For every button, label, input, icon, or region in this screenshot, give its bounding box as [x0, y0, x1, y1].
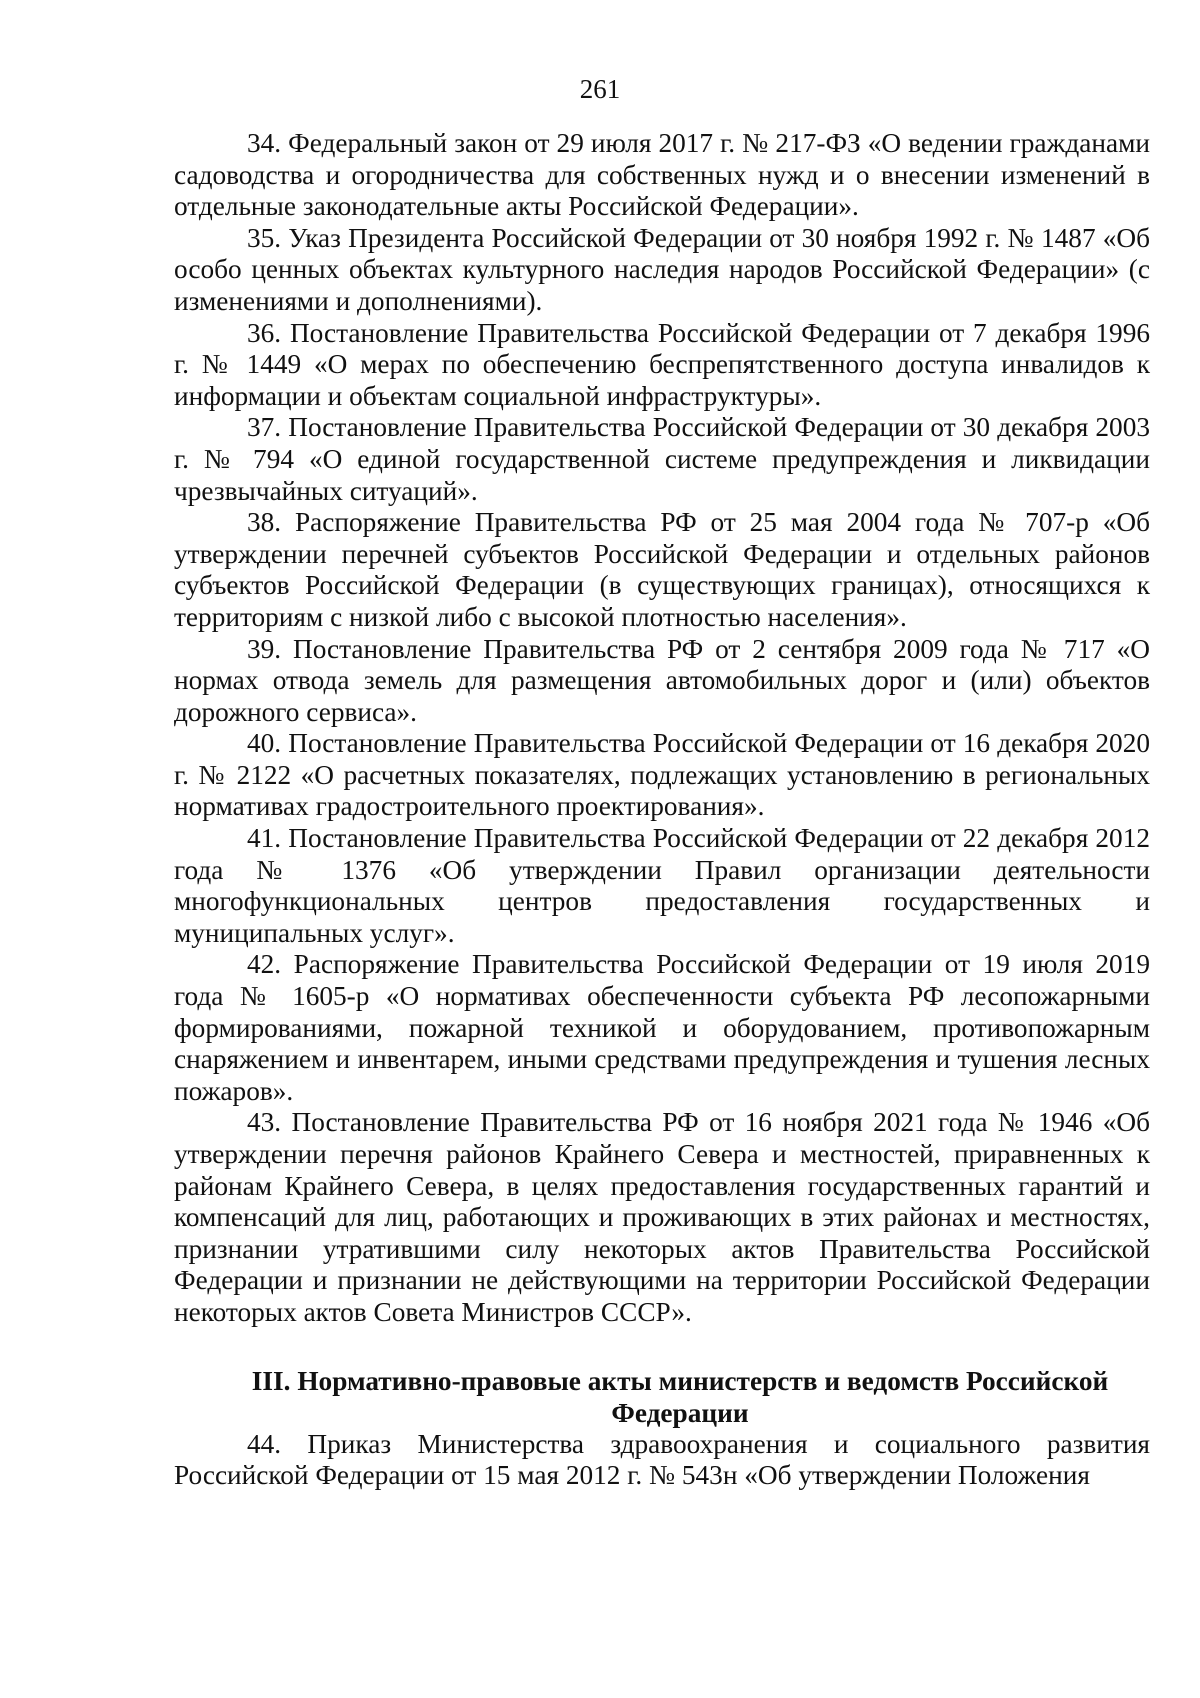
list-item-42: 42. Распоряжение Правительства Российской Федерации от 19 июля 2019 года № 1605-р «О нормативах обеспеченности субъекта РФ лесопожарными формированиями, пожарной техникой и оборудованием, противопожарным снаряжением и инвентарем, иными средствами предупреждения и тушения лесных пожаров». [174, 949, 1150, 1106]
list-item-39: 39. Постановление Правительства РФ от 2 сентября 2009 года № 717 «О нормах отвода земель для размещения автомобильных дорог и (или) объектов дорожного сервиса». [174, 633, 1150, 727]
list-item-35: 35. Указ Президента Российской Федерации от 30 ноября 1992 г. № 1487 «Об особо ценных объектах культурного наследия народов Российской Федерации» (с изменениями и дополнениями). [174, 222, 1150, 316]
list-item-44: 44. Приказ Министерства здравоохранения и социального развития Российской Федерации от 15 мая 2012 г. № 543н «Об утверждении Положения [174, 1428, 1150, 1491]
list-item-43: 43. Постановление Правительства РФ от 16 ноября 2021 года № 1946 «Об утверждении перечня районов Крайнего Севера и местностей, приравненных к районам Крайнего Севера, в целях предоставления государственных гарантий и компенсаций для лиц, работающих и проживающих в этих районах и местностях, признании утратившими силу некоторых актов Правительства Российской Федерации и признании не действующими на территории Российской Федерации некоторых актов Совета Министров СССР». [174, 1107, 1150, 1327]
list-item-41: 41. Постановление Правительства Российской Федерации от 22 декабря 2012 года № 1376 «Об утверждении Правил организации деятельности многофункциональных центров предоставления государственных и муниципальных услуг». [174, 823, 1150, 948]
list-item-34: 34. Федеральный закон от 29 июля 2017 г. № 217-ФЗ «О ведении гражданами садоводства и огородничества для собственных нужд и о внесении изменений в отдельные законодательные акты Российской Федерации». [174, 128, 1150, 222]
page-number: 261 [579, 74, 621, 104]
section-heading: III. Нормативно-правовые акты министерств и ведомств Российской Федерации [251, 1365, 1109, 1428]
list-item-38: 38. Распоряжение Правительства РФ от 25 мая 2004 года № 707-р «Об утверждении перечней субъектов Российской Федерации и отдельных районов субъектов Российской Федерации (в существующих границах), относящихся к территориям с низкой либо с высокой плотностью населения». [174, 507, 1150, 632]
document-body [174, 128, 1150, 1492]
list-item-36: 36. Постановление Правительства Российской Федерации от 7 декабря 1996 г. № 1449 «О мерах по обеспечению беспрепятственного доступа инвалидов к информации и объектам социальной инфраструктуры». [174, 317, 1150, 411]
list-item-40: 40. Постановление Правительства Российской Федерации от 16 декабря 2020 г. № 2122 «О расчетных показателях, подлежащих установлению в региональных нормативах градостроительного проектирования». [174, 728, 1150, 822]
list-item-37: 37. Постановление Правительства Российской Федерации от 30 декабря 2003 г. № 794 «О единой государственной системе предупреждения и ликвидации чрезвычайных ситуаций». [174, 412, 1150, 506]
